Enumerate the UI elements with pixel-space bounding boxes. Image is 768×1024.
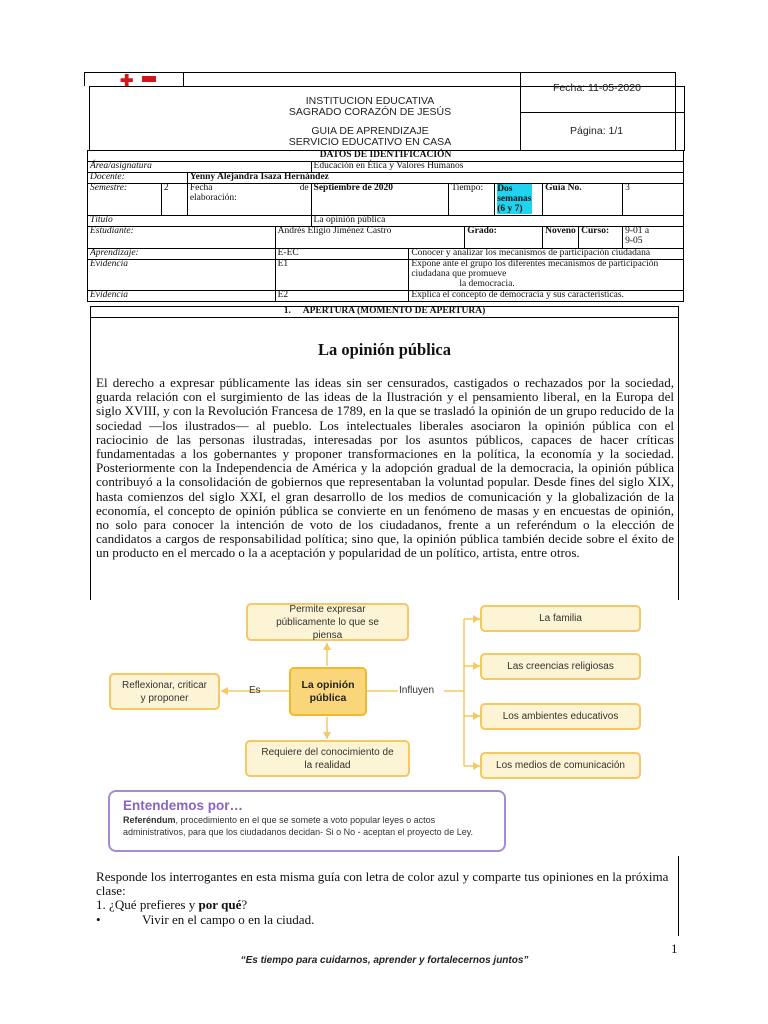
grado-value: Noveno [543,226,579,248]
docente-label: Docente: [88,172,188,183]
evidencia2-code: E2 [275,290,409,301]
evidencia1-code: E1 [275,259,409,290]
questions-intro: Responde los interrogantes en esta misma guía con letra de color azul y comparte tus opiniones en la próxima clase: [96,869,669,899]
article-paragraph: El derecho a expresar públicamente las ideas sin ser censurados, castigados o rechazados por la sociedad, guarda relación con el surgimiento de las ideas de la Ilustración y el pensamiento liberal, en la Europa del siglo XVIII, y con la Revolución Francesa de 1789, en la que se trasladó la opinión de un grupo reducido de la sociedad —los ilustrados— al pueblo. Los intelectuales liberales asociaron la opinión pública con el raciocinio de las personas ilustradas, interesadas por los asuntos públicos, capaces de hacer críticas fundamentadas a los gobernantes y proponer transformaciones en la política, la economía y la sociedad. Posteriormente con la Independencia de América y la adopción gradual de la democracia, la opinión pública contribuyó a la consolidación de gobiernos que representaban la voluntad popular. Desde fines del siglo XIX, hasta comienzos del siglo XXI, el gran desarrollo de los medios de comunicación y la globalización de la economía, el concepto de opinión pública se convierte en un fenómeno de masas y en encuestas de opinión, no solo para conocer la intención de voto de los ciudadanos, frente a un referéndum o la elección de candidatos a cargos de responsabilidad política; sino que, la opinión pública también decide sobre el éxito de un producto en el mercado o la a aceptación y popularidad de un político, artista, entre otros. [96,375,674,561]
area-value: Educación en Ética y Valores Humanos [311,162,683,173]
guia-value: 3 [623,183,684,215]
node-influence-2: Las creencias religiosas [480,653,641,680]
definition-text: Referéndum, procedimiento en el que se somete a voto popular leyes o actos administrativos, para que los ciudadanos decidan- Si o No - aceptan el proyecto de Ley. [123,815,474,837]
arrow-left-icon [221,687,228,695]
red-cross-icon: ✚ [120,73,134,90]
aprendizaje-value: Conocer y analizar los mecanismos de participación ciudadana [409,248,684,259]
arrow-branch-1-icon [473,615,480,623]
question-1-option-1: • Vivir en el campo o en la ciudad. [96,911,315,927]
estudiante-value: Andrés Eligio Jiménez Castro [275,226,465,248]
arrow-bottom-icon [323,732,331,739]
evidencia1-value: Expone ante el grupo los diferentes mecanismos de participación ciudadana que promueve la democracia. [409,259,684,290]
guide-title: GUIA DE APRENDIZAJE SERVICIO EDUCATIVO EN CASA [288,125,452,148]
node-influence-4: Los medios de comunicación [480,752,641,779]
tiempo-value: Dos semanas (6 y 7) [495,183,543,215]
header-date: Fecha: 11-05-2020 [553,82,641,94]
page-indicator: Página: 1/1 [570,125,624,137]
grado-label: Grado: [465,226,543,248]
apertura-section-title: 1. APERTURA (MOMENTO DE APERTURA) [283,306,486,316]
titulo-label: Título [88,215,312,226]
arrow-branch-4-icon [473,762,480,770]
evidencia2-value: Explica el concepto de democracia y sus características. [409,290,684,301]
node-left: Reflexionar, criticar y proponer [109,673,220,710]
question-1: 1. ¿Qué prefieres y por qué? [96,897,248,913]
footer-slogan: “Es tiempo para cuidarnos, aprender y fortalecernos juntos” [240,955,529,966]
docente-value: Yenny Alejandra Isaza Hernández [187,172,683,183]
definition-box [108,790,506,852]
label-es: Es [249,685,261,696]
questions-block [96,870,678,927]
definition-title: Entendemos por… [123,798,244,813]
definition-term: Referéndum [123,815,176,825]
evidencia2-label: Evidencia [88,290,276,301]
node-center: La opinión pública [289,667,367,716]
bullet-icon: • [96,911,101,927]
estudiante-label: Estudiante: [88,226,276,248]
tiempo-label: Tiempo: [449,183,495,215]
area-label: Área/asignatura [88,162,312,173]
institution-name: INSTITUCION EDUCATIVA SAGRADO CORAZÓN DE JESÚS [288,95,452,118]
aprendizaje-code: E-EC [275,248,409,259]
article-heading: La opinión pública [318,340,451,359]
semestre-label: Semestre: [88,183,162,215]
curso-value: 9-01 a 9-05 [623,226,684,248]
node-influence-1: La familia [480,605,641,632]
node-top: Permite expresar públicamente lo que se piensa [246,603,409,641]
fecha-label: Fecha de elaboración: [187,183,311,215]
ident-title: DATOS DE IDENTIFICACIÓN [88,151,684,162]
evidencia1-label: Evidencia [88,259,276,290]
guia-label: Guía No. [543,183,623,215]
arrow-top-icon [323,643,331,650]
arrow-branch-2-icon [473,662,480,670]
semestre-value: 2 [161,183,187,215]
aprendizaje-label: Aprendizaje: [88,248,276,259]
curso-label: Curso: [579,226,623,248]
titulo-value: La opinión pública [311,215,683,226]
node-bottom: Requiere del conocimiento de la realidad [245,740,410,777]
page-number: 1 [671,941,678,956]
fecha-value: Septiembre de 2020 [311,183,449,215]
label-influyen: Influyen [399,685,435,696]
node-influence-3: Los ambientes educativos [480,703,641,730]
arrow-branch-3-icon [473,712,480,720]
